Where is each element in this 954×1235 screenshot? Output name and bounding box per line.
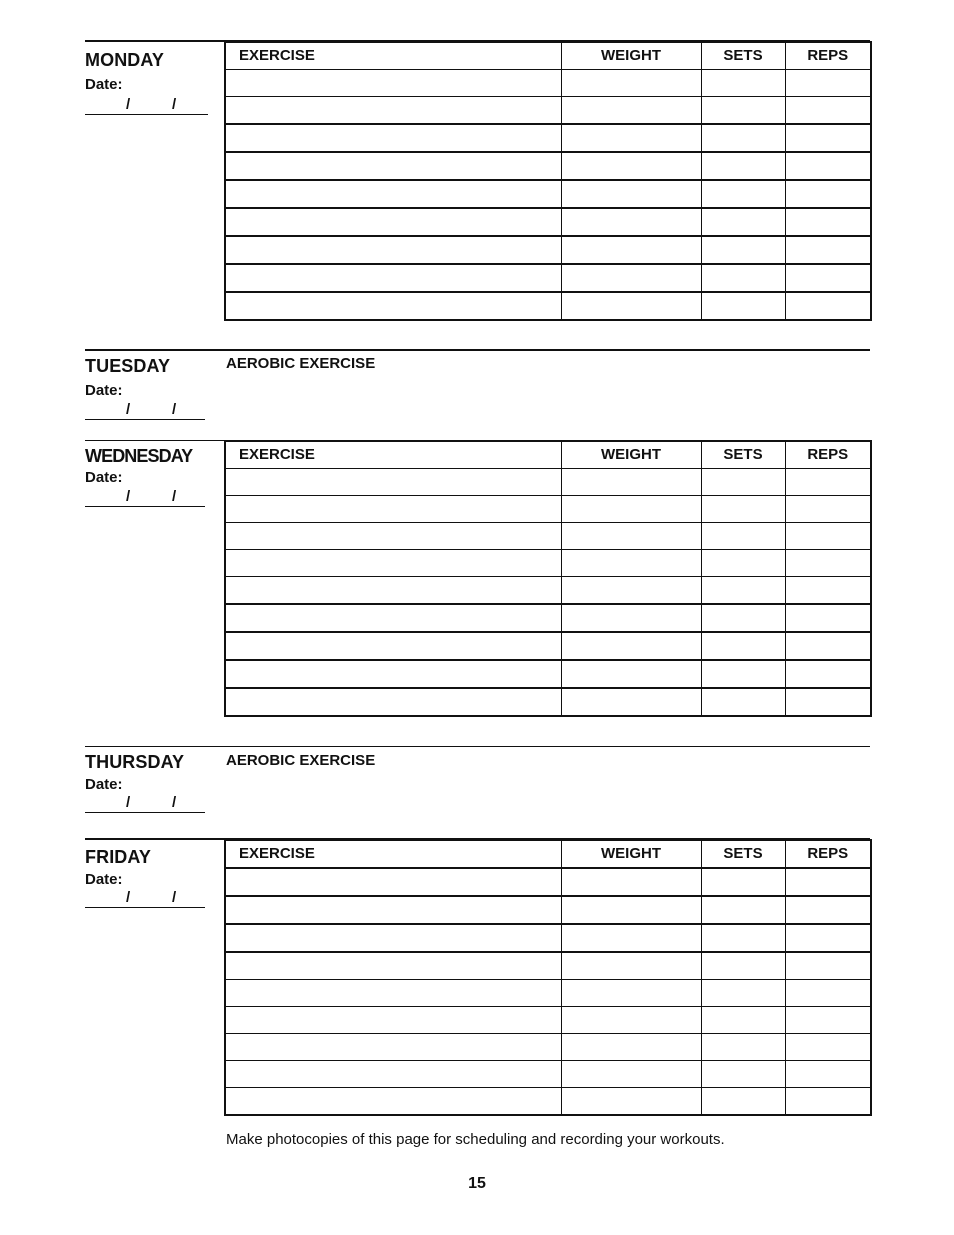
footer-note: Make photocopies of this page for scheduling and recording your workouts. <box>226 1131 725 1148</box>
weight-cell[interactable] <box>561 980 701 1007</box>
sets-cell[interactable] <box>701 632 785 660</box>
date-slash: / <box>126 401 131 418</box>
sets-cell[interactable] <box>701 924 785 952</box>
sets-cell[interactable] <box>701 180 785 208</box>
sets-cell[interactable] <box>701 550 785 577</box>
exercise-cell[interactable] <box>225 868 561 896</box>
table-row <box>225 577 871 605</box>
sets-cell[interactable] <box>701 208 785 236</box>
exercise-cell[interactable] <box>225 1061 561 1088</box>
tuesday-top-rule <box>85 349 870 351</box>
sets-cell[interactable] <box>701 604 785 632</box>
exercise-cell[interactable] <box>225 152 561 180</box>
reps-cell[interactable] <box>785 550 871 577</box>
col-reps-header: REPS <box>785 840 871 868</box>
exercise-cell[interactable] <box>225 632 561 660</box>
weight-cell[interactable] <box>561 1034 701 1061</box>
date-field-tuesday[interactable] <box>85 401 205 420</box>
col-sets-header: SETS <box>701 42 785 70</box>
weight-cell[interactable] <box>561 469 701 496</box>
exercise-table-friday <box>224 839 872 1116</box>
sets-cell[interactable] <box>701 952 785 980</box>
reps-cell[interactable] <box>785 469 871 496</box>
weight-cell[interactable] <box>561 1061 701 1088</box>
weight-cell[interactable] <box>561 124 701 152</box>
weight-cell[interactable] <box>561 70 701 97</box>
aerobic-exercise-label-tuesday: AEROBIC EXERCISE <box>226 355 376 372</box>
day-title-tuesday: TUESDAY <box>85 356 171 376</box>
exercise-table-monday <box>224 41 872 321</box>
reps-cell[interactable] <box>785 688 871 716</box>
sets-cell[interactable] <box>701 292 785 320</box>
day-title-friday: FRIDAY <box>85 847 151 867</box>
sets-cell[interactable] <box>701 896 785 924</box>
reps-cell[interactable] <box>785 496 871 523</box>
col-reps-header: REPS <box>785 42 871 70</box>
reps-cell[interactable] <box>785 952 871 980</box>
exercise-cell[interactable] <box>225 1007 561 1034</box>
table-row <box>225 236 871 264</box>
table-row <box>225 152 871 180</box>
weight-cell[interactable] <box>561 688 701 716</box>
sets-cell[interactable] <box>701 868 785 896</box>
day-title-thursday: THURSDAY <box>85 752 185 772</box>
table-row <box>225 523 871 550</box>
table-row <box>225 688 871 716</box>
date-slash: / <box>172 488 177 505</box>
table-row <box>225 604 871 632</box>
table-row <box>225 632 871 660</box>
exercise-cell[interactable] <box>225 292 561 320</box>
reps-cell[interactable] <box>785 604 871 632</box>
exercise-cell[interactable] <box>225 688 561 716</box>
sets-cell[interactable] <box>701 577 785 605</box>
day-title-monday: MONDAY <box>85 50 164 70</box>
reps-cell[interactable] <box>785 70 871 97</box>
sets-cell[interactable] <box>701 1088 785 1116</box>
weight-cell[interactable] <box>561 292 701 320</box>
sets-cell[interactable] <box>701 70 785 97</box>
table-header-row <box>225 840 871 868</box>
col-weight-header: WEIGHT <box>561 441 701 469</box>
weight-cell[interactable] <box>561 236 701 264</box>
col-exercise-header: EXERCISE <box>225 441 561 469</box>
table-header-row <box>225 441 871 469</box>
date-label: Date: <box>85 76 123 93</box>
weight-cell[interactable] <box>561 660 701 688</box>
table-row <box>225 1007 871 1034</box>
date-label: Date: <box>85 871 123 888</box>
date-field-wednesday[interactable] <box>85 488 205 507</box>
date-slash: / <box>126 889 131 906</box>
date-slash: / <box>172 889 177 906</box>
table-row <box>225 208 871 236</box>
table-row <box>225 97 871 125</box>
weight-cell[interactable] <box>561 180 701 208</box>
exercise-cell[interactable] <box>225 70 561 97</box>
date-label: Date: <box>85 469 123 486</box>
table-row <box>225 660 871 688</box>
weight-cell[interactable] <box>561 604 701 632</box>
date-field-friday[interactable] <box>85 889 205 908</box>
sets-cell[interactable] <box>701 660 785 688</box>
sets-cell[interactable] <box>701 1034 785 1061</box>
weight-cell[interactable] <box>561 632 701 660</box>
sets-cell[interactable] <box>701 980 785 1007</box>
date-slash: / <box>126 794 131 811</box>
exercise-cell[interactable] <box>225 660 561 688</box>
table-row <box>225 1034 871 1061</box>
reps-cell[interactable] <box>785 97 871 125</box>
reps-cell[interactable] <box>785 1007 871 1034</box>
reps-cell[interactable] <box>785 180 871 208</box>
weight-cell[interactable] <box>561 868 701 896</box>
weight-cell[interactable] <box>561 550 701 577</box>
reps-cell[interactable] <box>785 236 871 264</box>
date-slash: / <box>126 96 131 113</box>
sets-cell[interactable] <box>701 1007 785 1034</box>
aerobic-exercise-label-thursday: AEROBIC EXERCISE <box>226 752 376 769</box>
exercise-cell[interactable] <box>225 550 561 577</box>
exercise-cell[interactable] <box>225 952 561 980</box>
exercise-cell[interactable] <box>225 124 561 152</box>
table-row <box>225 952 871 980</box>
table-row <box>225 264 871 292</box>
date-label: Date: <box>85 382 123 399</box>
col-sets-header: SETS <box>701 840 785 868</box>
sets-cell[interactable] <box>701 124 785 152</box>
exercise-cell[interactable] <box>225 1034 561 1061</box>
weight-cell[interactable] <box>561 208 701 236</box>
col-weight-header: WEIGHT <box>561 840 701 868</box>
exercise-cell[interactable] <box>225 469 561 496</box>
sets-cell[interactable] <box>701 469 785 496</box>
table-row <box>225 70 871 97</box>
col-sets-header: SETS <box>701 441 785 469</box>
thursday-top-rule <box>85 746 870 747</box>
weight-cell[interactable] <box>561 896 701 924</box>
weight-cell[interactable] <box>561 1007 701 1034</box>
sets-cell[interactable] <box>701 688 785 716</box>
table-row <box>225 896 871 924</box>
col-exercise-header: EXERCISE <box>225 840 561 868</box>
sets-cell[interactable] <box>701 264 785 292</box>
date-slash: / <box>172 401 177 418</box>
sets-cell[interactable] <box>701 236 785 264</box>
reps-cell[interactable] <box>785 896 871 924</box>
exercise-cell[interactable] <box>225 236 561 264</box>
reps-cell[interactable] <box>785 868 871 896</box>
date-slash: / <box>172 96 177 113</box>
date-label: Date: <box>85 776 123 793</box>
exercise-cell[interactable] <box>225 208 561 236</box>
date-field-monday[interactable] <box>85 96 208 115</box>
exercise-cell[interactable] <box>225 604 561 632</box>
weight-cell[interactable] <box>561 952 701 980</box>
sets-cell[interactable] <box>701 496 785 523</box>
date-field-thursday[interactable] <box>85 794 205 813</box>
col-weight-header: WEIGHT <box>561 42 701 70</box>
reps-cell[interactable] <box>785 292 871 320</box>
reps-cell[interactable] <box>785 1034 871 1061</box>
table-row <box>225 550 871 577</box>
table-row <box>225 124 871 152</box>
reps-cell[interactable] <box>785 632 871 660</box>
reps-cell[interactable] <box>785 577 871 605</box>
weight-cell[interactable] <box>561 1088 701 1116</box>
table-row <box>225 496 871 523</box>
exercise-cell[interactable] <box>225 97 561 125</box>
col-exercise-header: EXERCISE <box>225 42 561 70</box>
table-row <box>225 180 871 208</box>
reps-cell[interactable] <box>785 1088 871 1116</box>
exercise-cell[interactable] <box>225 980 561 1007</box>
weight-cell[interactable] <box>561 924 701 952</box>
weight-cell[interactable] <box>561 97 701 125</box>
sets-cell[interactable] <box>701 523 785 550</box>
exercise-cell[interactable] <box>225 577 561 605</box>
table-row <box>225 292 871 320</box>
reps-cell[interactable] <box>785 660 871 688</box>
weight-cell[interactable] <box>561 152 701 180</box>
exercise-cell[interactable] <box>225 264 561 292</box>
reps-cell[interactable] <box>785 208 871 236</box>
table-row <box>225 469 871 496</box>
date-slash: / <box>126 488 131 505</box>
page-number: 15 <box>468 1175 486 1192</box>
exercise-cell[interactable] <box>225 924 561 952</box>
reps-cell[interactable] <box>785 152 871 180</box>
reps-cell[interactable] <box>785 924 871 952</box>
exercise-cell[interactable] <box>225 523 561 550</box>
table-header-row <box>225 42 871 70</box>
weight-cell[interactable] <box>561 577 701 605</box>
reps-cell[interactable] <box>785 264 871 292</box>
weight-cell[interactable] <box>561 264 701 292</box>
exercise-cell[interactable] <box>225 496 561 523</box>
table-row <box>225 924 871 952</box>
day-title-wednesday: WEDNESDAY <box>85 446 193 466</box>
sets-cell[interactable] <box>701 152 785 180</box>
reps-cell[interactable] <box>785 523 871 550</box>
exercise-table-wednesday <box>224 440 872 717</box>
sets-cell[interactable] <box>701 97 785 125</box>
reps-cell[interactable] <box>785 124 871 152</box>
table-row <box>225 868 871 896</box>
table-row <box>225 980 871 1007</box>
exercise-cell[interactable] <box>225 180 561 208</box>
date-slash: / <box>172 794 177 811</box>
col-reps-header: REPS <box>785 441 871 469</box>
exercise-cell[interactable] <box>225 1088 561 1116</box>
reps-cell[interactable] <box>785 1061 871 1088</box>
exercise-cell[interactable] <box>225 896 561 924</box>
table-row <box>225 1088 871 1116</box>
weight-cell[interactable] <box>561 496 701 523</box>
weight-cell[interactable] <box>561 523 701 550</box>
reps-cell[interactable] <box>785 980 871 1007</box>
table-row <box>225 1061 871 1088</box>
sets-cell[interactable] <box>701 1061 785 1088</box>
